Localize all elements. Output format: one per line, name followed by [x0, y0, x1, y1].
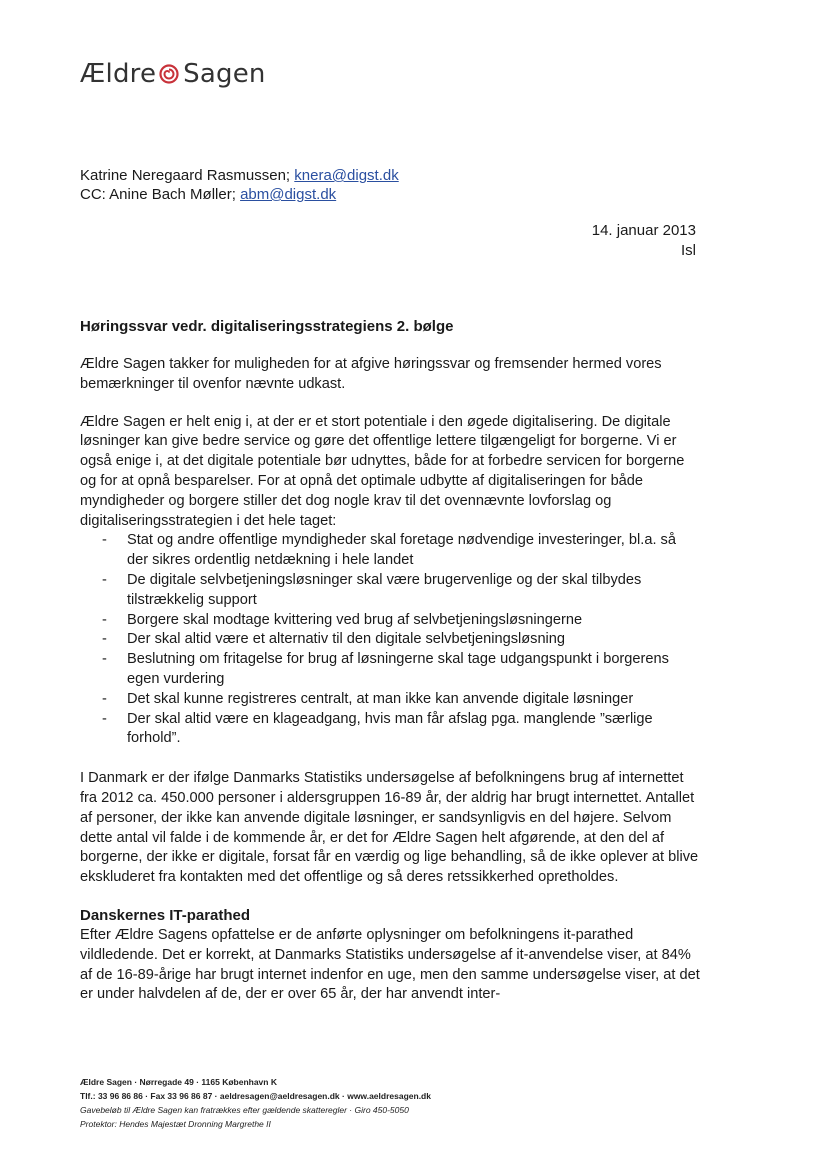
paragraph-statistics: I Danmark er der ifølge Danmarks Statistiks undersøgelse af befolkningens brug af internettet fra 2012 ca. 450.000 personer i aldersgruppen 16-89 år, der aldrig har brugt internettet. Antallet af personer, der ikke kan anvende digitale løsninger, er sandsynligvis en del højere. Selvom dette antal vil falde i de kommende år, er det for Ældre Sagen helt afgørende, at den del af borgerne, der ikke er digitale, forsat får en værdig og lige behandling, så de ikke oplever at blive ekskluderet fra kontakten med det offentlige og så deres retssikkerhed opretholdes. [80, 770, 699, 886]
letter-body [80, 355, 700, 1005]
footer-patron: Protektor: Hendes Majestæt Dronning Margrethe II [80, 1119, 271, 1129]
letter-subject: Høringssvar vedr. digitaliseringsstrategiens 2. bølge [80, 318, 454, 335]
dash-bullet: - [102, 710, 107, 727]
section-title: Danskernes IT-parathed [80, 906, 251, 924]
list-item: - Beslutning om fritagelse for brug af løsningerne skal tage udgangspunkt i borgerens egen vurdering [102, 651, 669, 687]
paragraph-intro: Ældre Sagen takker for muligheden for at afgive høringssvar og fremsender hermed vores bemærkninger til ovenfor nævnte udkast. [80, 356, 662, 392]
dash-bullet: - [102, 631, 107, 648]
logo-text-sagen: Sagen [183, 59, 266, 89]
recipient-name-2: CC: Anine Bach Møller; [80, 186, 241, 203]
paragraph-it-readiness: Efter Ældre Sagens opfattelse er de anførte oplysninger om befolkningens it-parathed vildledende. Det er korrekt, at Danmarks Statistiks undersøgelse af it-anvendelse viser, at 84% af de 16-89-årige har brugt internet indenfor en uge, men den samme undersøgelse viser, at det er under halvdelen af de, der er over 65 år, der har anvendt inter- [80, 926, 700, 1003]
dash-bullet: - [102, 611, 107, 628]
list-item: - Borgere skal modtage kvittering ved brug af selvbetjeningsløsningerne [80, 611, 700, 631]
recipient-email-1[interactable]: knera@digst.dk [294, 167, 399, 184]
list-item: - Stat og andre offentlige myndigheder skal foretage nødvendige investeringer, bl.a. så der sikres ordentlig netdækning i hele landet [102, 532, 676, 569]
dash-bullet: - [102, 690, 107, 707]
footer-address: Ældre Sagen · Nørregade 49 · 1165 København K [80, 1077, 277, 1087]
footer-gifts: Gavebeløb til Ældre Sagen kan fratrækkes efter gældende skatteregler · Giro 450-5050 [80, 1105, 409, 1115]
list-item: - Der skal altid være et alternativ til den digitale selvbetjeningsløsning [80, 630, 700, 650]
dash-bullet: - [102, 651, 107, 668]
letter-footer [80, 1075, 431, 1131]
list-item: - Der skal altid være en klageadgang, hvis man får afslag pga. manglende ”særlige forhold”. [102, 710, 653, 747]
recipient-name-1: Katrine Neregaard Rasmussen; [80, 167, 295, 184]
list-item: - De digitale selvbetjeningsløsninger skal være brugervenlige og der skal tilbydes tilstrækkelig support [102, 571, 642, 608]
swirl-logo-icon [159, 64, 179, 84]
date-block [592, 221, 696, 261]
logo [80, 56, 266, 92]
letter-date: 14. januar 2013 [591, 222, 696, 239]
footer-contact: Tlf.: 33 96 86 86 · Fax 33 96 86 87 · aeldresagen@aeldresagen.dk · www.aeldresagen.dk [80, 1091, 431, 1101]
recipient-line-2 [80, 185, 399, 204]
dash-bullet: - [102, 571, 107, 588]
author-initials: Isl [681, 242, 696, 259]
paragraph-digitalisation: Ældre Sagen er helt enig i, at der er et stort potentiale i den øgede digitalisering. De digitale løsninger kan give bedre service og gøre det offentlige lettere tilgængeligt for borgerne. Vi er også enige i, at det digitale potentiale bør udnyttes, både for at forbedre servicen for borgerne og for at opnå besparelser. For at opnå det optimale udbytte af digitaliseringen for både myndigheder og borgere stiller det dog nogle krav til det ovennævnte lovforslag og digitaliseringsstrategien i det hele taget: [80, 413, 685, 529]
recipient-line-1 [80, 166, 399, 185]
recipient-email-2[interactable]: abm@digst.dk [240, 186, 337, 203]
logo-text-aeldre: Ældre [80, 59, 157, 89]
recipients [80, 166, 399, 204]
requirements-list [80, 531, 700, 749]
dash-bullet: - [102, 532, 107, 549]
list-item: - Det skal kunne registreres centralt, at man ikke kan anvende digitale løsninger [80, 690, 700, 710]
